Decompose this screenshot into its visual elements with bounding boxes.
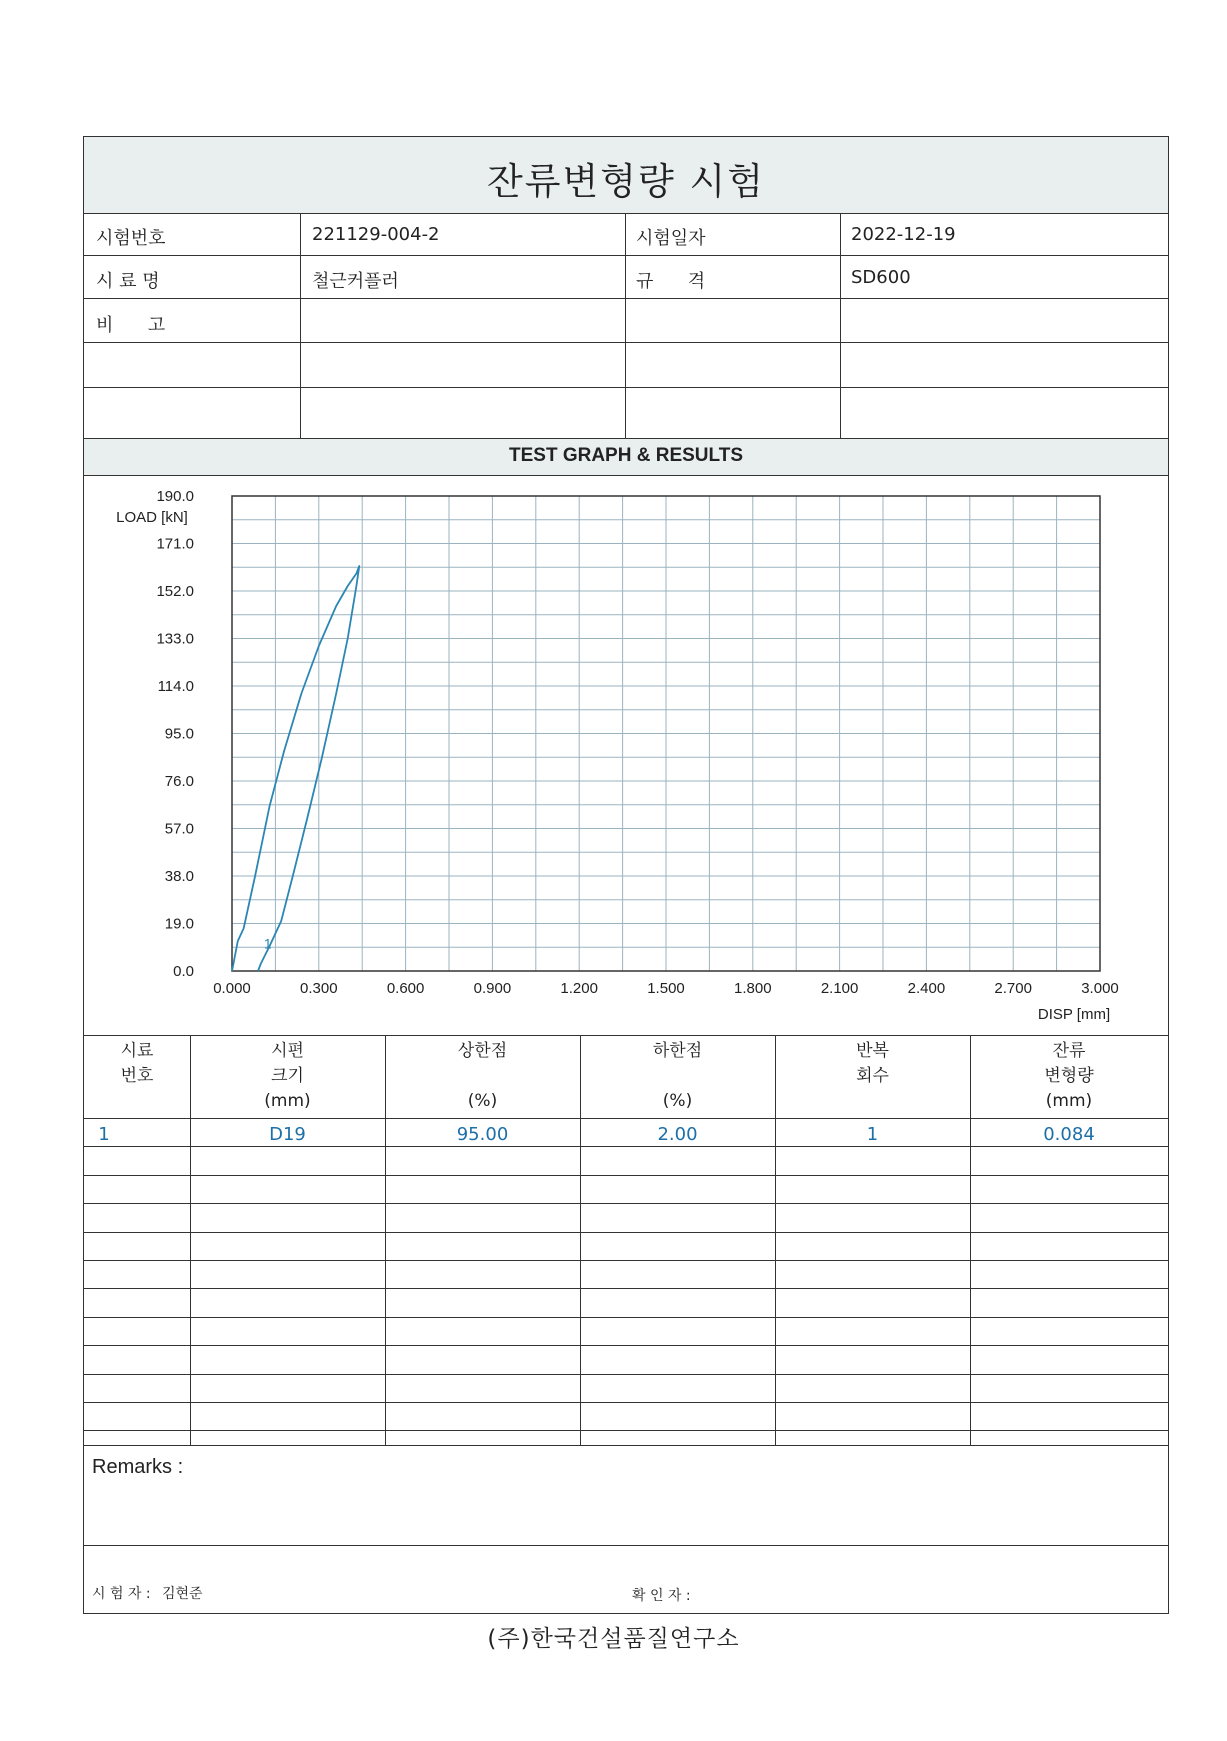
results-row-divider <box>84 1288 1168 1289</box>
info-col-divider <box>840 213 841 438</box>
results-row-divider <box>84 1345 1168 1346</box>
company-name: (주)한국건설품질연구소 <box>487 1626 740 1652</box>
info-row-divider <box>84 387 1168 388</box>
remarks-divider <box>84 1545 1168 1546</box>
remarks-label: Remarks : <box>92 1456 184 1478</box>
results-row-divider <box>84 1317 1168 1318</box>
info-col-divider <box>625 213 626 438</box>
y-tick-label: 57.0 <box>164 820 194 838</box>
x-tick-label: 2.400 <box>907 980 946 997</box>
results-top-border <box>84 1035 1168 1036</box>
header-cycles: 반복 회수 <box>856 1041 889 1086</box>
x-tick-label: 3.000 <box>1081 980 1119 997</box>
x-axis-title: DISP [mm] <box>1037 1006 1111 1023</box>
x-tick-label: 2.100 <box>820 980 859 997</box>
y-tick-label: 114.0 <box>157 678 194 695</box>
x-tick-label: 1.200 <box>560 980 598 997</box>
results-row-divider <box>84 1430 1168 1431</box>
row1-cycles: 1 <box>866 1124 879 1145</box>
test-date-label: 시험일자 <box>636 228 706 249</box>
tester-label: 시 험 자 : <box>92 1586 151 1602</box>
test-date-value: 2022-12-19 <box>851 224 956 245</box>
results-row-divider <box>84 1146 1168 1147</box>
tester-name: 김현준 <box>162 1586 203 1602</box>
curve-marker-label: 1 <box>263 935 272 952</box>
results-row-divider <box>84 1402 1168 1403</box>
x-tick-label: 1.800 <box>734 980 772 997</box>
results-row-divider <box>84 1232 1168 1233</box>
header-lower-limit: 하한점 (%) <box>652 1041 703 1111</box>
y-tick-label: 19.0 <box>164 915 194 933</box>
y-tick-label: 38.0 <box>164 868 194 885</box>
load-curve <box>232 566 359 971</box>
results-row-divider <box>84 1118 1168 1119</box>
x-tick-label: 0.000 <box>213 980 251 997</box>
graph-section-band <box>84 438 1168 476</box>
y-tick-label: 152.0 <box>156 583 194 600</box>
sample-name-label: 시 료 명 <box>96 271 160 292</box>
header-size: 시편 크기 (mm) <box>264 1041 311 1111</box>
test-no-label: 시험번호 <box>96 228 166 249</box>
row1-lower: 2.00 <box>657 1124 698 1145</box>
x-tick-label: 1.500 <box>647 980 685 997</box>
header-upper-limit: 상한점 (%) <box>457 1041 508 1111</box>
y-tick-label: 171.0 <box>156 535 194 553</box>
load-disp-chart <box>84 475 1168 1035</box>
row1-upper: 95.00 <box>456 1124 509 1145</box>
test-no-value: 221129-004-2 <box>312 224 440 245</box>
header-residual: 잔류 변형량 (mm) <box>1044 1041 1094 1111</box>
header-sample-no: 시료 번호 <box>120 1041 154 1086</box>
x-tick-label: 0.300 <box>300 980 338 997</box>
y-tick-label: 76.0 <box>164 773 194 790</box>
row1-sample-no: 1 <box>98 1124 110 1145</box>
document-title: 잔류변형량 시험 <box>487 160 765 203</box>
spec-label: 규 격 <box>636 271 706 292</box>
results-row-divider <box>84 1203 1168 1204</box>
info-row-divider <box>84 255 1168 256</box>
row1-residual: 0.084 <box>1043 1124 1095 1145</box>
title-band <box>84 137 1168 214</box>
results-row-divider <box>84 1175 1168 1176</box>
y-tick-label: 95.0 <box>164 725 194 743</box>
y-tick-label: 0.0 <box>173 963 194 980</box>
results-row-divider <box>84 1260 1168 1261</box>
results-col-divider <box>775 1035 776 1445</box>
x-tick-label: 0.600 <box>386 980 425 997</box>
spec-value: SD600 <box>851 267 911 288</box>
info-row-divider <box>84 342 1168 343</box>
info-col-divider <box>300 213 301 438</box>
x-tick-label: 0.900 <box>473 980 512 997</box>
results-bottom-border <box>84 1445 1168 1446</box>
info-row-divider <box>84 298 1168 299</box>
graph-section-title: TEST GRAPH & RESULTS <box>509 445 743 466</box>
note-label: 비 고 <box>96 315 166 336</box>
sample-name-value: 철근커플러 <box>312 271 399 292</box>
row1-size: D19 <box>269 1124 306 1145</box>
y-tick-label: 133.0 <box>156 630 194 648</box>
y-tick-label: 190.0 <box>156 488 194 505</box>
x-tick-label: 2.700 <box>994 980 1032 997</box>
results-row-divider <box>84 1374 1168 1375</box>
confirm-label: 확 인 자 : <box>632 1588 691 1604</box>
y-axis-title: LOAD [kN] <box>116 509 188 526</box>
